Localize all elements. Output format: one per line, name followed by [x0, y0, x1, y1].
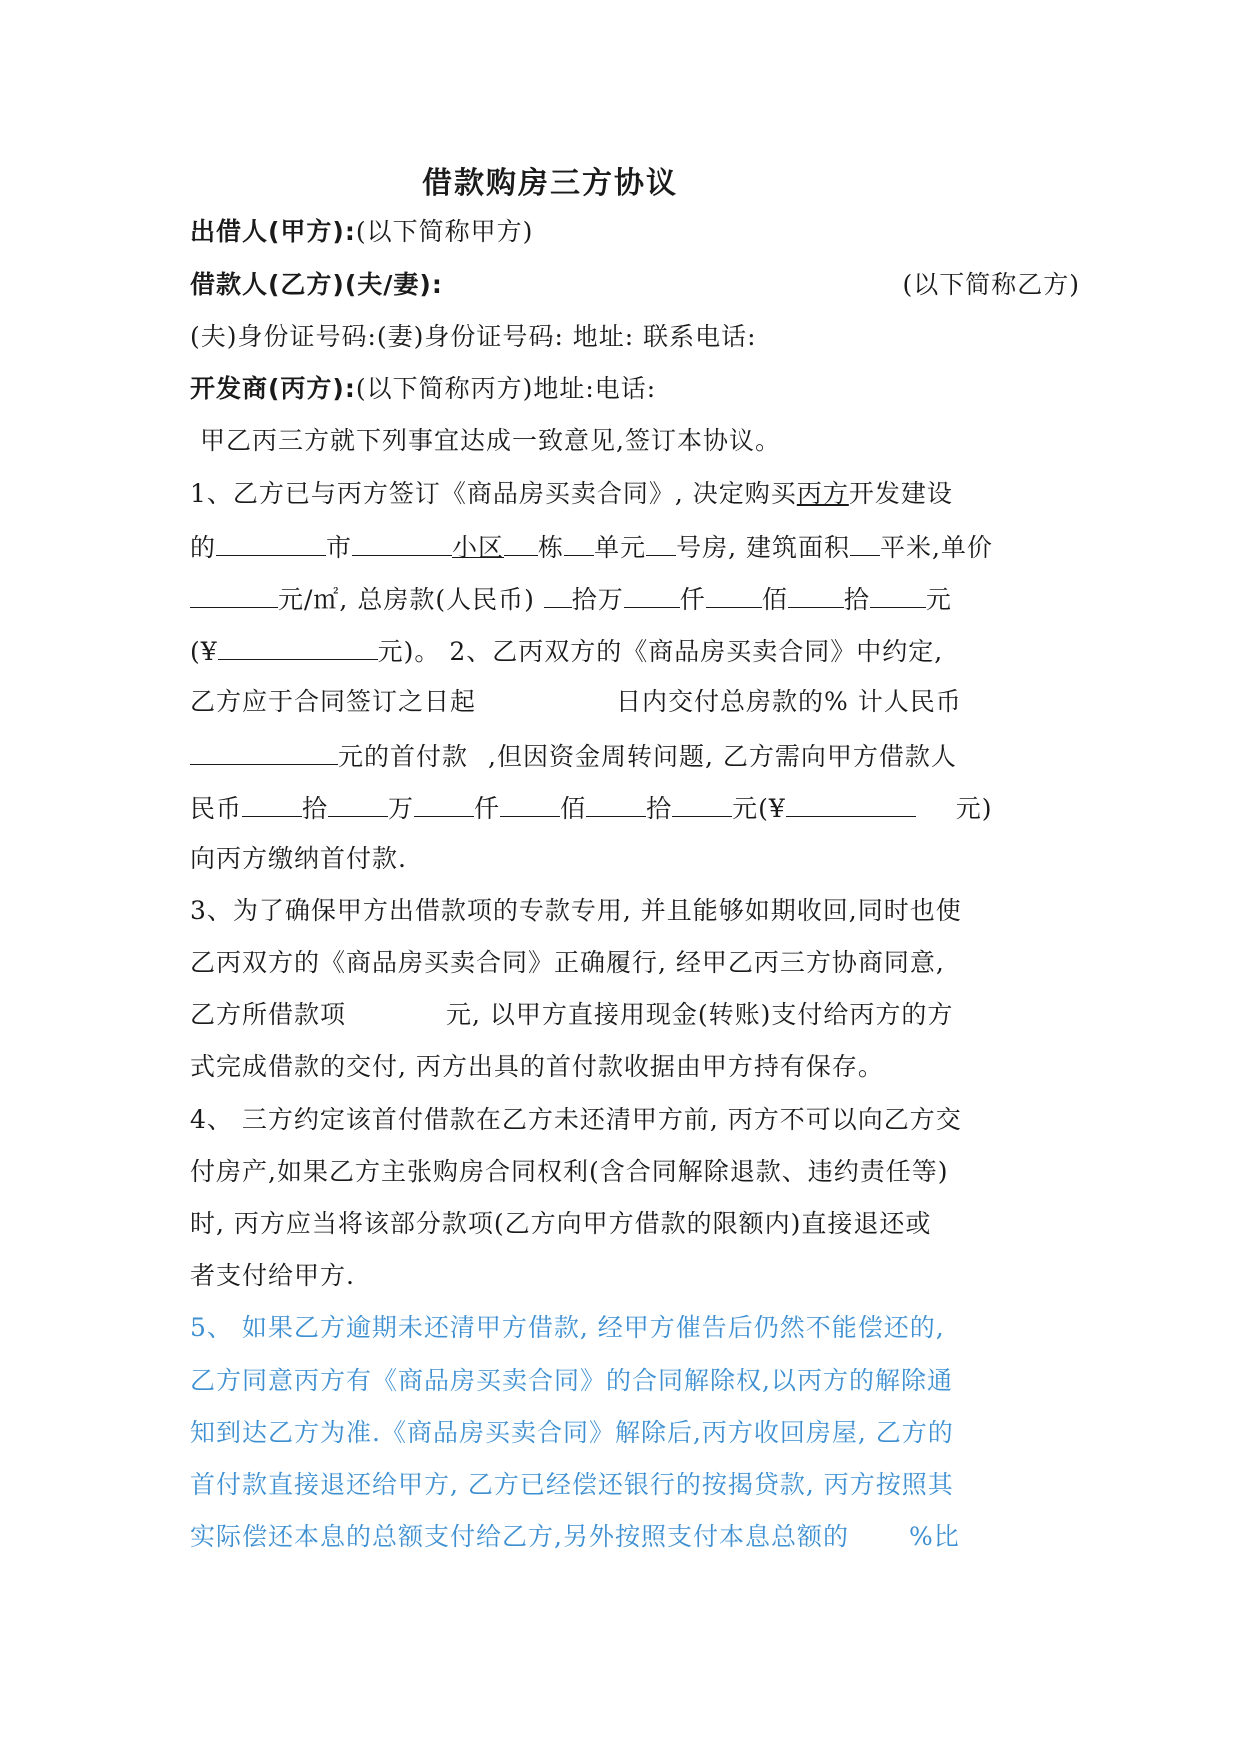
digit-qian: 仟 [679, 585, 706, 614]
down-payment-blank [190, 738, 338, 765]
party-b-info: (夫)身份证号码:(妻)身份证号码: 地址: 联系电话: [190, 322, 757, 351]
loan-blank-3 [414, 790, 474, 817]
clause-2-line-2 [190, 738, 957, 774]
clause-1-line-3 [190, 581, 952, 617]
clause-1-text-b: 开发建设 [848, 479, 953, 508]
clause-3-line-3 [190, 998, 953, 1032]
clause-2-line-1 [190, 685, 962, 719]
amount-blank-5 [870, 581, 926, 608]
loan-yen-open: 元(¥ [732, 794, 786, 823]
city-label: 市 [326, 533, 353, 562]
clause-1-de: 的 [190, 533, 217, 562]
party-b-label: 借款人(乙方)(夫/妻): [190, 270, 443, 299]
amount-blank-3 [706, 581, 762, 608]
borrowed-amount-label: 乙方所借款项 [190, 1000, 347, 1029]
amount-blank-2 [624, 581, 680, 608]
rmb-label: 民币 [190, 794, 243, 823]
down-payment-label: 元的首付款 [338, 742, 469, 771]
unit-blank [646, 529, 676, 556]
clause-3-line-4: 式完成借款的交付, 丙方出具的首付款收据由甲方持有保存。 [190, 1052, 884, 1081]
amount-blank-1 [544, 581, 572, 608]
clause-5-percentage-text: 实际偿还本息的总额支付给乙方,另外按照支付本息总额的 [190, 1522, 849, 1551]
clause-2-percentage-label: 日内交付总房款的% 计人民币 [616, 687, 962, 716]
loan-yen-blank [786, 790, 916, 817]
building-blank [564, 529, 594, 556]
loan-digit-1: 拾 [302, 794, 329, 823]
intro-paragraph: 甲乙丙三方就下列事宜达成一致意见,签订本协议。 [200, 426, 781, 455]
district-blank [352, 529, 452, 556]
loan-blank-1 [242, 790, 302, 817]
clause-2-deadline-label: 乙方应于合同签订之日起 [190, 687, 477, 716]
party-a-label: 出借人(甲方): [190, 217, 356, 246]
clause-1-line-1 [190, 477, 953, 511]
party-c-line [190, 372, 656, 406]
digit-shi: 拾 [843, 585, 870, 614]
loan-blank-2 [328, 790, 388, 817]
clause-5-line-4: 首付款直接退还给甲方, 乙方已经偿还银行的按揭贷款, 丙方按照其 [190, 1470, 954, 1499]
total-price-label: 元/㎡, 总房款(人民币) [278, 585, 535, 614]
clause-4-line-3: 时, 丙方应当将该部分款项(乙方向甲方借款的限额内)直接退还或 [190, 1209, 932, 1238]
clause-2-line-3 [190, 790, 993, 826]
party-a-note: (以下简称甲方) [355, 217, 534, 246]
party-b-line [190, 268, 1080, 302]
clause-1-text-a: 1、乙方已与丙方签订《商品房买卖合同》, 决定购买 [190, 479, 797, 508]
payment-method-text: 元, 以甲方直接用现金(转账)支付给丙方的方 [446, 1000, 954, 1029]
party-a-line [190, 215, 533, 249]
clause-2-line-4: 向丙方缴纳首付款. [190, 844, 407, 873]
clause-5-line-3: 知到达乙方为准.《商品房买卖合同》解除后,丙方收回房屋, 乙方的 [190, 1418, 954, 1447]
document-title: 借款购房三方协议 [422, 166, 678, 201]
loan-digit-4: 佰 [560, 794, 587, 823]
clause-5-percentage-suffix: %比 [908, 1522, 960, 1551]
loan-digit-2: 万 [388, 794, 415, 823]
loan-digit-5: 拾 [646, 794, 673, 823]
clause-4-line-4: 者支付给甲方. [190, 1261, 355, 1290]
room-label: 号房, 建筑面积 [676, 533, 850, 562]
clause-1-line-4 [190, 633, 943, 669]
digit-bai: 佰 [761, 585, 788, 614]
digit-shiwan: 拾万 [571, 585, 624, 614]
clause-5-line-5 [190, 1520, 960, 1554]
loan-blank-4 [500, 790, 560, 817]
clause-4-line-2: 付房产,如果乙方主张购房合同权利(含合同解除退款、违约责任等) [190, 1157, 949, 1186]
area-label: 平米,单价 [879, 533, 993, 562]
loan-blank-5 [586, 790, 646, 817]
clause-5-line-2: 乙方同意丙方有《商品房买卖合同》的合同解除权,以丙方的解除通 [190, 1366, 953, 1395]
party-c-label: 开发商(丙方): [190, 374, 356, 403]
clause-1-line-2 [190, 529, 993, 565]
yen-amount-blank [218, 633, 378, 660]
building-label: 栋 [538, 533, 565, 562]
loan-yen-close: 元) [955, 794, 993, 823]
district-blank-2 [504, 529, 538, 556]
unit-label: 单元 [594, 533, 647, 562]
digit-yuan: 元 [925, 585, 952, 614]
city-blank [216, 529, 326, 556]
party-b-note: (以下简称乙方) [902, 270, 1080, 299]
clause-4-line-1: 4、 三方约定该首付借款在乙方未还清甲方前, 丙方不可以向乙方交 [190, 1105, 962, 1134]
area-blank [850, 529, 880, 556]
clause-5-line-1: 5、 如果乙方逾期未还清甲方借款, 经甲方催告后仍然不能偿还的, [190, 1313, 945, 1342]
clause-1-underlined-party: 丙方 [796, 479, 849, 508]
yen-open: (¥ [190, 637, 218, 666]
party-c-note: (以下简称丙方)地址:电话: [355, 374, 657, 403]
loan-reason-text: ,但因资金周转问题, 乙方需向甲方借款人 [488, 742, 957, 771]
loan-digit-3: 仟 [474, 794, 501, 823]
loan-blank-6 [672, 790, 732, 817]
district-label: 小区 [452, 533, 505, 562]
clause-2-start: 元)。 2、乙丙双方的《商品房买卖合同》中约定, [377, 637, 944, 666]
clause-3-line-2: 乙丙双方的《商品房买卖合同》正确履行, 经甲乙丙三方协商同意, [190, 948, 945, 977]
amount-blank-4 [788, 581, 844, 608]
unit-price-blank [190, 581, 278, 608]
clause-3-line-1: 3、为了确保甲方出借款项的专款专用, 并且能够如期收回,同时也使 [190, 896, 962, 925]
